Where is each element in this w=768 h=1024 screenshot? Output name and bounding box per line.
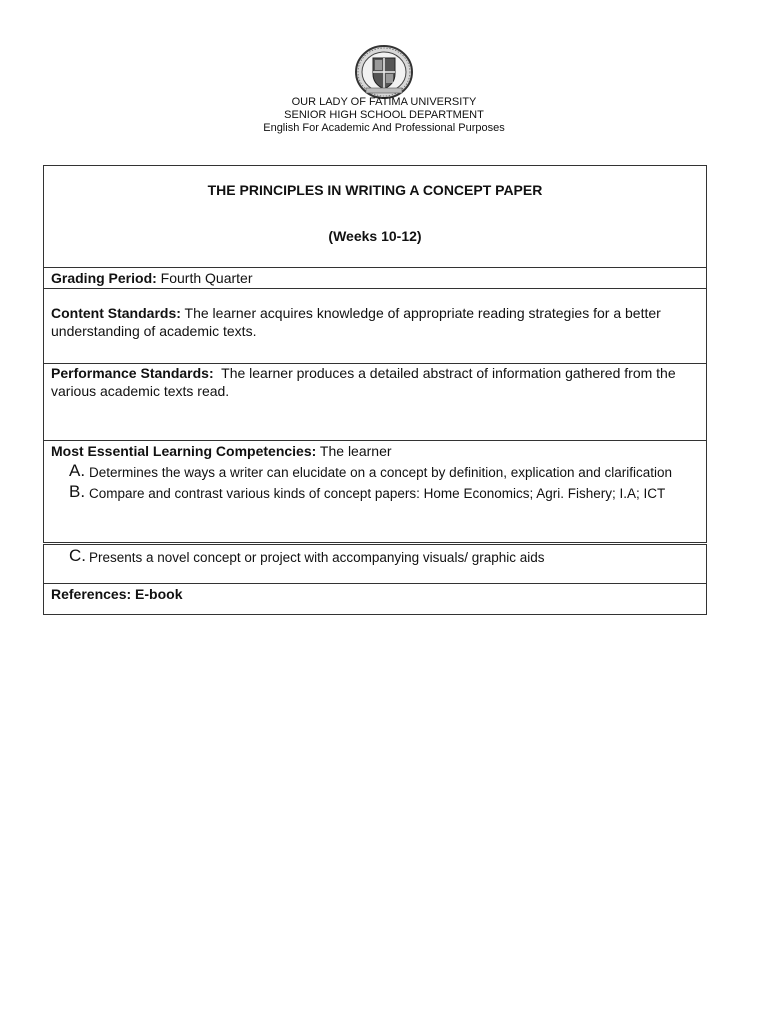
content-standards-label: Content Standards: [51,305,181,321]
document-header [0,96,768,135]
performance-standards-row [43,363,707,441]
course-name: English For Academic And Professional Purposes [263,122,505,134]
references-label: References: E-book [51,586,183,602]
competency-item-b [44,483,706,504]
weeks-label: (Weeks 10-12) [328,228,422,244]
document-title: THE PRINCIPLES IN WRITING A CONCEPT PAPER [207,182,543,198]
competency-text-b: Compare and contrast various kinds of concept papers: Home Economics; Agri. Fishery; I.A; ICT [89,486,666,501]
department-name: SENIOR HIGH SCHOOL DEPARTMENT [284,109,484,121]
competency-c-row [43,544,707,584]
performance-standards-text: The learner produces a detailed abstract of information gathered from the various academic texts read. [51,365,680,399]
competency-item-c [44,547,706,568]
grading-period-row [43,267,707,289]
university-seal-logo [354,44,414,100]
competency-letter-b: B. [69,482,86,501]
performance-standards-label: Performance Standards: [51,365,214,381]
content-standards-text: The learner acquires knowledge of appropriate reading strategies for a better understanding of academic texts. [51,305,661,339]
learning-competencies-row [43,440,707,543]
competencies-intro: The learner [316,443,392,459]
content-standards-row [43,288,707,364]
competency-letter-c: C. [69,546,86,565]
competencies-label: Most Essential Learning Competencies: [51,443,317,459]
university-name: OUR LADY OF FATIMA UNIVERSITY [291,96,477,108]
competency-text-c: Presents a novel concept or project with accompanying visuals/ graphic aids [89,550,545,565]
competency-text-a: Determines the ways a writer can elucidate on a concept by definition, explication and clarification [89,465,673,480]
references-row [43,583,707,615]
grading-period-label: Grading Period: [51,270,157,286]
competency-item-a [44,462,706,483]
title-section [43,165,707,268]
grading-period-value: Fourth Quarter [156,270,253,286]
competency-letter-a: A. [69,461,86,480]
